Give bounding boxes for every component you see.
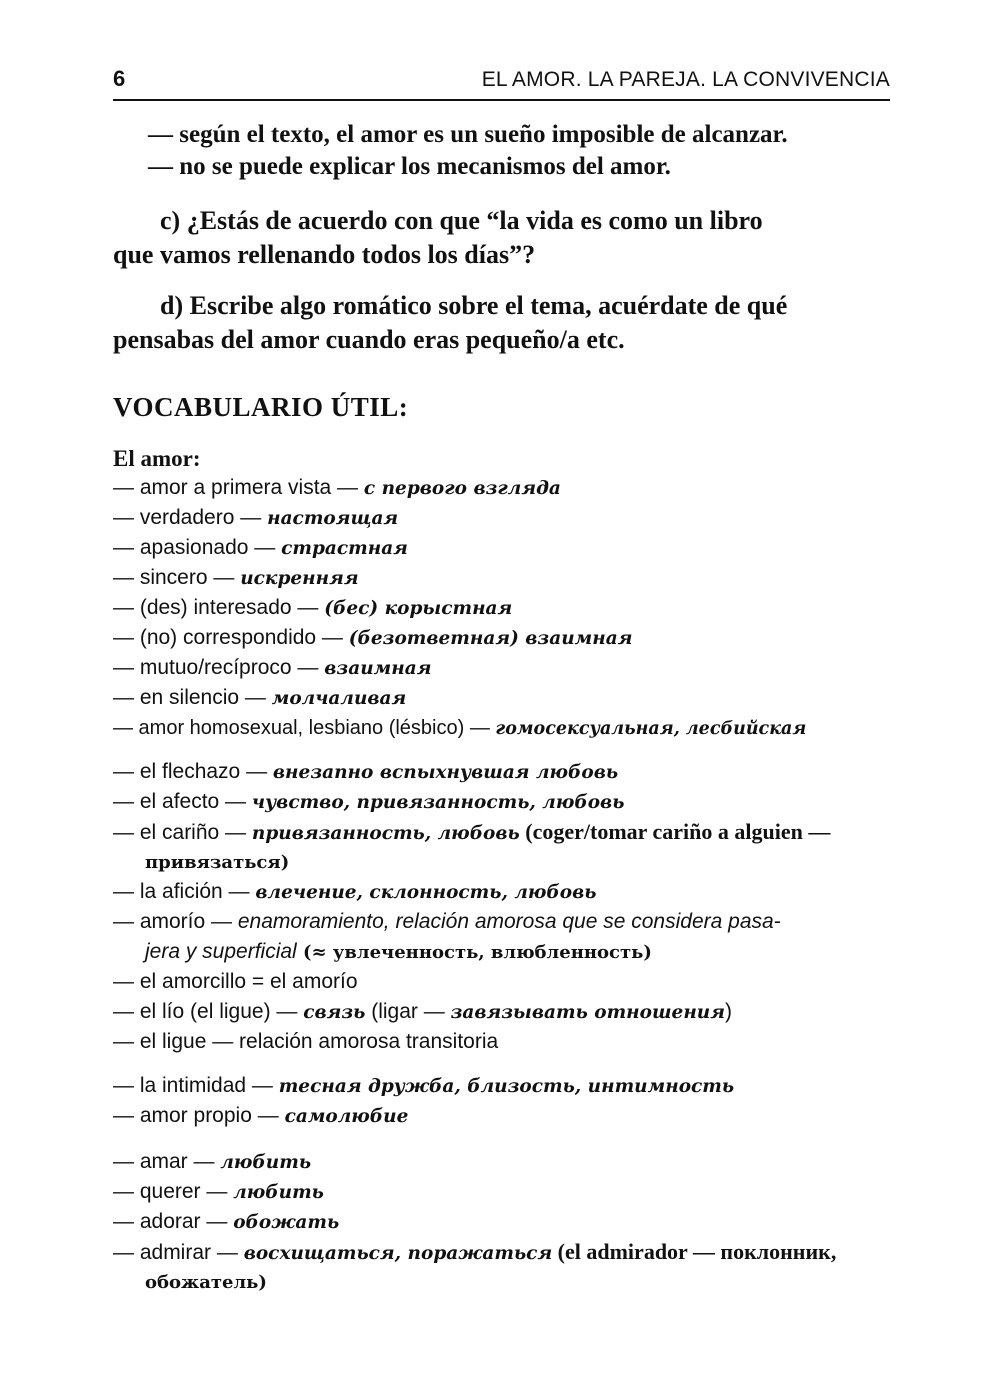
vocab-entry: — el cariño — привязанность, любовь (coger/tomar cariño a alguien —: [113, 819, 831, 844]
vocab-entry: — verdadero — настоящая: [113, 506, 399, 529]
vocab-entry: — amor homosexual, lesbiano (lésbico) — гомосексуальная, лесбийская: [113, 717, 807, 739]
vocab-entry: — la intimidad — тесная дружба, близость, интимность: [113, 1074, 735, 1097]
vocab-entry: — la afición — влечение, склонность, любовь: [113, 880, 597, 903]
running-title: EL AMOR. LA PAREJA. LA CONVIVENCIA: [481, 68, 890, 91]
page-number: 6: [113, 66, 126, 91]
vocabulary-title: VOCABULARIO ÚTIL:: [113, 392, 409, 422]
exercise-bullet: — no se puede explicar los mecanismos del amor.: [148, 153, 671, 180]
exercise-c-line: c) ¿Estás de acuerdo con que “la vida es como un libro: [160, 206, 763, 235]
page-header: [113, 66, 890, 98]
vocab-entry-continuation: обожатель): [145, 1272, 267, 1293]
vocab-entry: — el afecto — чувство, привязанность, любовь: [113, 790, 625, 813]
vocab-entry: — adorar — обожать: [113, 1210, 340, 1233]
exercise-c-line: que vamos rellenando todos los días”?: [113, 240, 536, 269]
vocab-entry: — amorío — enamoramiento, relación amorosa que se considera pasa-: [113, 910, 781, 933]
exercise-d-line: pensabas del amor cuando eras pequeño/a etc.: [113, 325, 625, 354]
vocab-entry: — el ligue — relación amorosa transitoria: [113, 1030, 499, 1053]
vocab-entry: — (no) correspondido — (безответная) взаимная: [113, 626, 633, 649]
vocab-entry-continuation: привязаться): [145, 852, 290, 873]
vocab-entry: — amor a primera vista — с первого взгляда: [113, 476, 561, 499]
vocab-entry: — el flechazo — внезапно вспыхнувшая любовь: [113, 760, 619, 783]
vocab-entry: — el amorcillo = el amorío: [113, 970, 358, 993]
vocab-entry: — amar — любить: [113, 1150, 312, 1173]
exercise-d-line: d) Escribe algo romático sobre el tema, acuérdate de qué: [160, 291, 788, 320]
vocab-entry: — amor propio — самолюбие: [113, 1104, 409, 1127]
vocab-entry: — en silencio — молчаливая: [113, 686, 407, 709]
vocab-entry-continuation: jera y superficial (≈ увлеченность, влюбленность): [145, 940, 652, 963]
vocab-entry: — apasionado — страстная: [113, 536, 408, 559]
vocab-entry: — el lío (el ligue) — связь (ligar — завязывать отношения): [113, 1000, 732, 1023]
vocab-entry: — (des) interesado — (бес) корыстная: [113, 596, 513, 619]
vocabulary-subtitle: El amor:: [113, 446, 201, 471]
vocab-entry: — querer — любить: [113, 1180, 324, 1203]
exercise-bullet: — según el texto, el amor es un sueño imposible de alcanzar.: [148, 121, 788, 148]
vocab-entry: — sincero — искренняя: [113, 566, 359, 589]
vocab-entry: — admirar — восхищаться, поражаться (el admirador — поклонник,: [113, 1239, 837, 1264]
header-rule: [113, 99, 890, 101]
vocab-entry: — mutuo/recíproco — взаимная: [113, 656, 432, 679]
